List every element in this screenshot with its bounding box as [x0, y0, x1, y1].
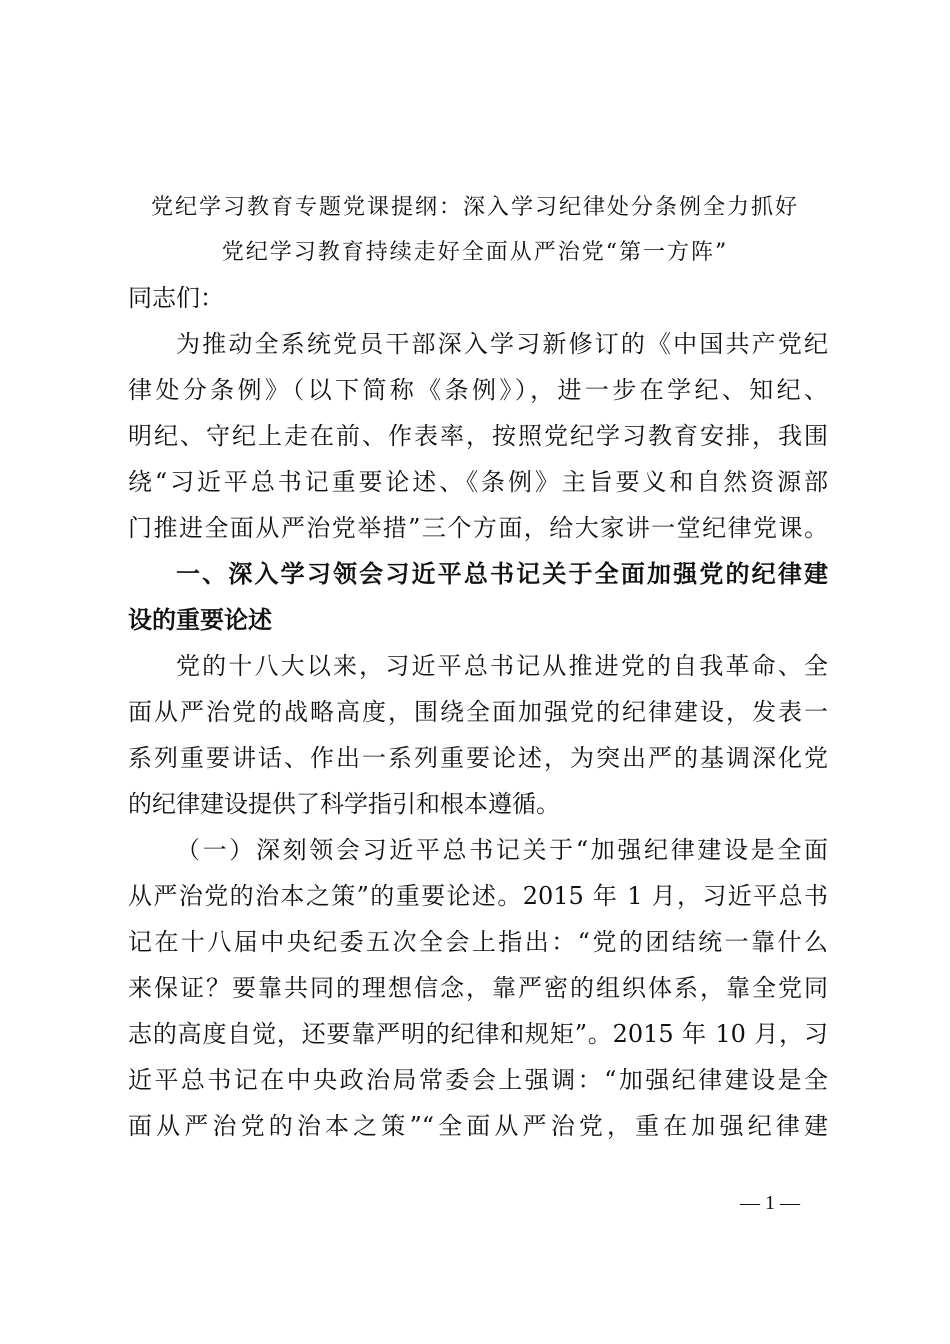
subsection-line: 面从严治党的治本之策”“全面从严治党，重在加强纪律建	[128, 1112, 828, 1140]
intro-line: 明纪、守纪上走在前、作表率，按照党纪学习教育安排，我围	[128, 422, 828, 450]
subsection-line: （一）深刻领会习近平总书记关于“加强纪律建设是全面	[176, 836, 828, 864]
section-paragraph-line: 系列重要讲话、作出一系列重要论述，为突出严的基调深化党	[128, 744, 828, 772]
document-title-line-2: 党纪学习教育持续走好全面从严治党“第一方阵”	[221, 240, 729, 265]
salutation: 同志们：	[128, 284, 224, 312]
section-paragraph-line: 的纪律建设提供了科学指引和根本遵循。	[128, 790, 560, 818]
subsection-line: 来保证？要靠共同的理想信念，靠严密的组织体系，靠全党同	[128, 974, 828, 1002]
subsection-line: 近平总书记在中央政治局常委会上强调：“加强纪律建设是全	[128, 1066, 828, 1094]
intro-line: 律处分条例》（以下简称《条例》），进一步在学纪、知纪、	[128, 376, 828, 404]
intro-line: 绕“习近平总书记重要论述、《条例》主旨要义和自然资源部	[128, 468, 828, 496]
page-number: — 1 —	[740, 1192, 800, 1214]
subsection-line: 记在十八届中央纪委五次全会上指出：“党的团结统一靠什么	[128, 928, 828, 956]
section-heading-line: 一、深入学习领会习近平总书记关于全面加强党的纪律建	[176, 560, 828, 588]
section-paragraph-line: 党的十八大以来，习近平总书记从推进党的自我革命、全	[176, 652, 828, 680]
document-title-line-1: 党纪学习教育专题党课提纲：深入学习纪律处分条例全力抓好	[150, 195, 799, 220]
intro-line: 为推动全系统党员干部深入学习新修订的《中国共产党纪	[176, 330, 828, 358]
subsection-line: 从严治党的治本之策”的重要论述。2015 年 1 月，习近平总书	[128, 882, 828, 910]
section-heading-line: 设的重要论述	[128, 606, 272, 634]
subsection-line: 志的高度自觉，还要靠严明的纪律和规矩”。2015 年 10 月，习	[128, 1020, 828, 1048]
intro-line: 门推进全面从严治党举措”三个方面，给大家讲一堂纪律党课。	[128, 514, 828, 542]
section-paragraph-line: 面从严治党的战略高度，围绕全面加强党的纪律建设，发表一	[128, 698, 828, 726]
